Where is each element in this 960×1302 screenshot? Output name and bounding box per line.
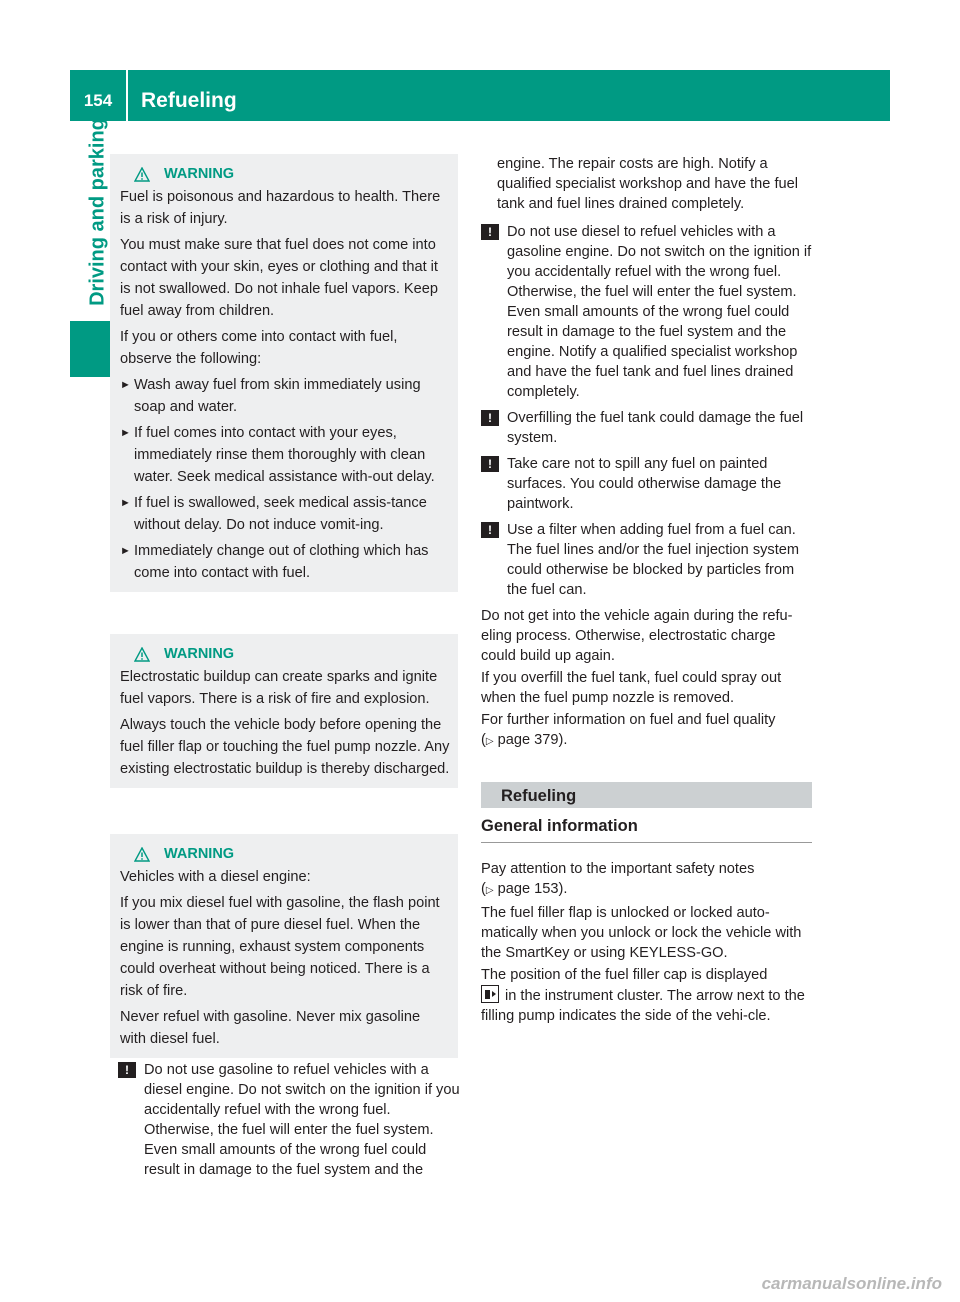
exclamation-icon: ! [481,224,499,240]
fuel-pump-arrow-icon [481,985,499,1003]
left-column [110,154,458,592]
notice-text: Use a filter when adding fuel from a fuel can. The fuel lines and/or the fuel injection system could otherwise be blocked by particles from the fuel can. [507,522,800,598]
section-heading-bar: Refueling [481,782,812,808]
bullet-text: Wash away fuel from skin immediately using soap and water. [134,377,421,415]
notice-text: Overfilling the fuel tank could damage the fuel system. [507,410,804,446]
bullet-item [120,540,450,584]
bullet-marker-icon: ► [120,545,131,557]
body-text: Pay attention to the important safety notes (▷ page 153). [481,861,755,897]
body-text-part: Pay attention to the important safety notes [481,861,755,877]
exclamation-icon: ! [481,522,499,538]
warning-text: If you mix diesel fuel with gasoline, the flash point is lower than that of pure diesel fuel. When the engine is running, exhaust system components could overheat without being noticed. There is a risk of fire. [120,895,440,999]
bullet-item [120,374,450,418]
warning-text: Vehicles with a diesel engine: [120,869,311,885]
bullet-text: If fuel comes into contact with your eyes, immediately rinse them thoroughly with clean water. Seek medical assistance with-out delay. [134,425,435,485]
left-column-2 [110,634,458,788]
page-reference[interactable]: page 153). [497,881,568,897]
notice-item [481,520,812,600]
page-reference[interactable]: page 379). [497,732,568,748]
watermark: carmanualsonline.info [761,1274,942,1293]
bullet-text: If fuel is swallowed, seek medical assis-tance without delay. Do not induce vomit-ing. [134,495,427,533]
warning-label: WARNING [164,166,235,182]
warning-heading [134,642,450,666]
notice-item [481,408,812,448]
warning-text: Electrostatic buildup can create sparks and ignite fuel vapors. There is a risk of fire and explosion. [120,669,438,707]
left-column-3 [110,834,458,1058]
body-text [481,965,812,1026]
warning-text: Fuel is poisonous and hazardous to health. There is a risk of injury. [120,189,441,227]
warning-label: WARNING [164,646,235,662]
notice-text: Do not use diesel to refuel vehicles with a gasoline engine. Do not switch on the ignition if you accidentally refuel with the wrong fuel. Otherwise, the fuel will enter the fuel system. Even small amounts of the wrong fuel could result in damage to the fuel system and the engine. Notify a qualified specialist workshop and have the fuel tank and fuel lines drained completely. [507,224,812,400]
bullet-item [120,492,450,536]
warning-text: Never refuel with gasoline. Never mix gasoline with diesel fuel. [120,1009,421,1047]
body-text: If you overfill the fuel tank, fuel could spray out when the fuel pump nozzle is removed. [481,670,782,706]
warning-box-fuel-poison [110,154,458,592]
warning-label: WARNING [164,846,235,862]
warning-text: Always touch the vehicle body before opening the fuel filler flap or touching the fuel pump nozzle. Any existing electrostatic buildup is thereby discharged. [120,717,450,777]
warning-triangle-icon [134,647,150,662]
bullet-marker-icon: ► [120,379,131,391]
continuation-text: engine. The repair costs are high. Notify a qualified specialist workshop and have the fuel tank and fuel lines drained completely. [497,156,798,212]
body-text-part: For further information on fuel and fuel quality [481,712,776,728]
bullet-item [120,422,450,488]
left-notice [118,1060,460,1186]
notice-item [118,1060,460,1180]
warning-box-electrostatic [110,634,458,788]
body-text-part: in the instrument cluster. The arrow next to the filling pump indicates the side of the vehi-cle. [481,988,805,1024]
body-text: Do not get into the vehicle again during the refu-eling process. Otherwise, electrostatic charge could build up again. [481,608,793,664]
body-text: The fuel filler flap is unlocked or locked auto-matically when you unlock or lock the vehicle with the SmartKey or using KEYLESS-GO. [481,905,802,961]
warning-heading [134,842,450,866]
exclamation-icon: ! [481,410,499,426]
exclamation-icon: ! [481,456,499,472]
notice-item [481,454,812,514]
page-number: 154 [83,91,113,110]
side-tab-label: Driving and parking [86,118,109,306]
right-column [481,154,812,1026]
warning-text: If you or others come into contact with fuel, observe the following: [120,329,398,367]
bullet-marker-icon: ► [120,497,131,509]
warning-triangle-icon [134,847,150,862]
notice-text: Take care not to spill any fuel on painted surfaces. You could otherwise damage the paintwork. [507,456,782,512]
notice-text: Do not use gasoline to refuel vehicles with a diesel engine. Do not switch on the ignition if you accidentally refuel with the wrong fuel. Otherwise, the fuel will enter the fuel system. Even small amounts of the wrong fuel could result in damage to the fuel system and the [144,1062,460,1178]
body-text: For further information on fuel and fuel quality (▷ page 379). [481,712,776,748]
exclamation-icon: ! [118,1062,136,1078]
notice-item [481,222,812,402]
subsection-heading: General information [481,816,812,843]
warning-text: You must make sure that fuel does not come into contact with your skin, eyes or clothing and that it is not swallowed. Do not inhale fuel vapors. Keep fuel away from children. [120,237,439,319]
body-text-part: The position of the fuel filler cap is displayed [481,967,768,983]
page-ref-arrow-icon: ▷ [485,736,494,747]
page-ref-arrow-icon: ▷ [485,885,494,896]
warning-heading [134,162,450,186]
bullet-text: Immediately change out of clothing which has come into contact with fuel. [134,543,429,581]
header-divider [126,70,128,121]
bullet-marker-icon: ► [120,427,131,439]
header-title: Refueling [141,89,237,112]
warning-box-diesel [110,834,458,1058]
warning-triangle-icon [134,167,150,182]
